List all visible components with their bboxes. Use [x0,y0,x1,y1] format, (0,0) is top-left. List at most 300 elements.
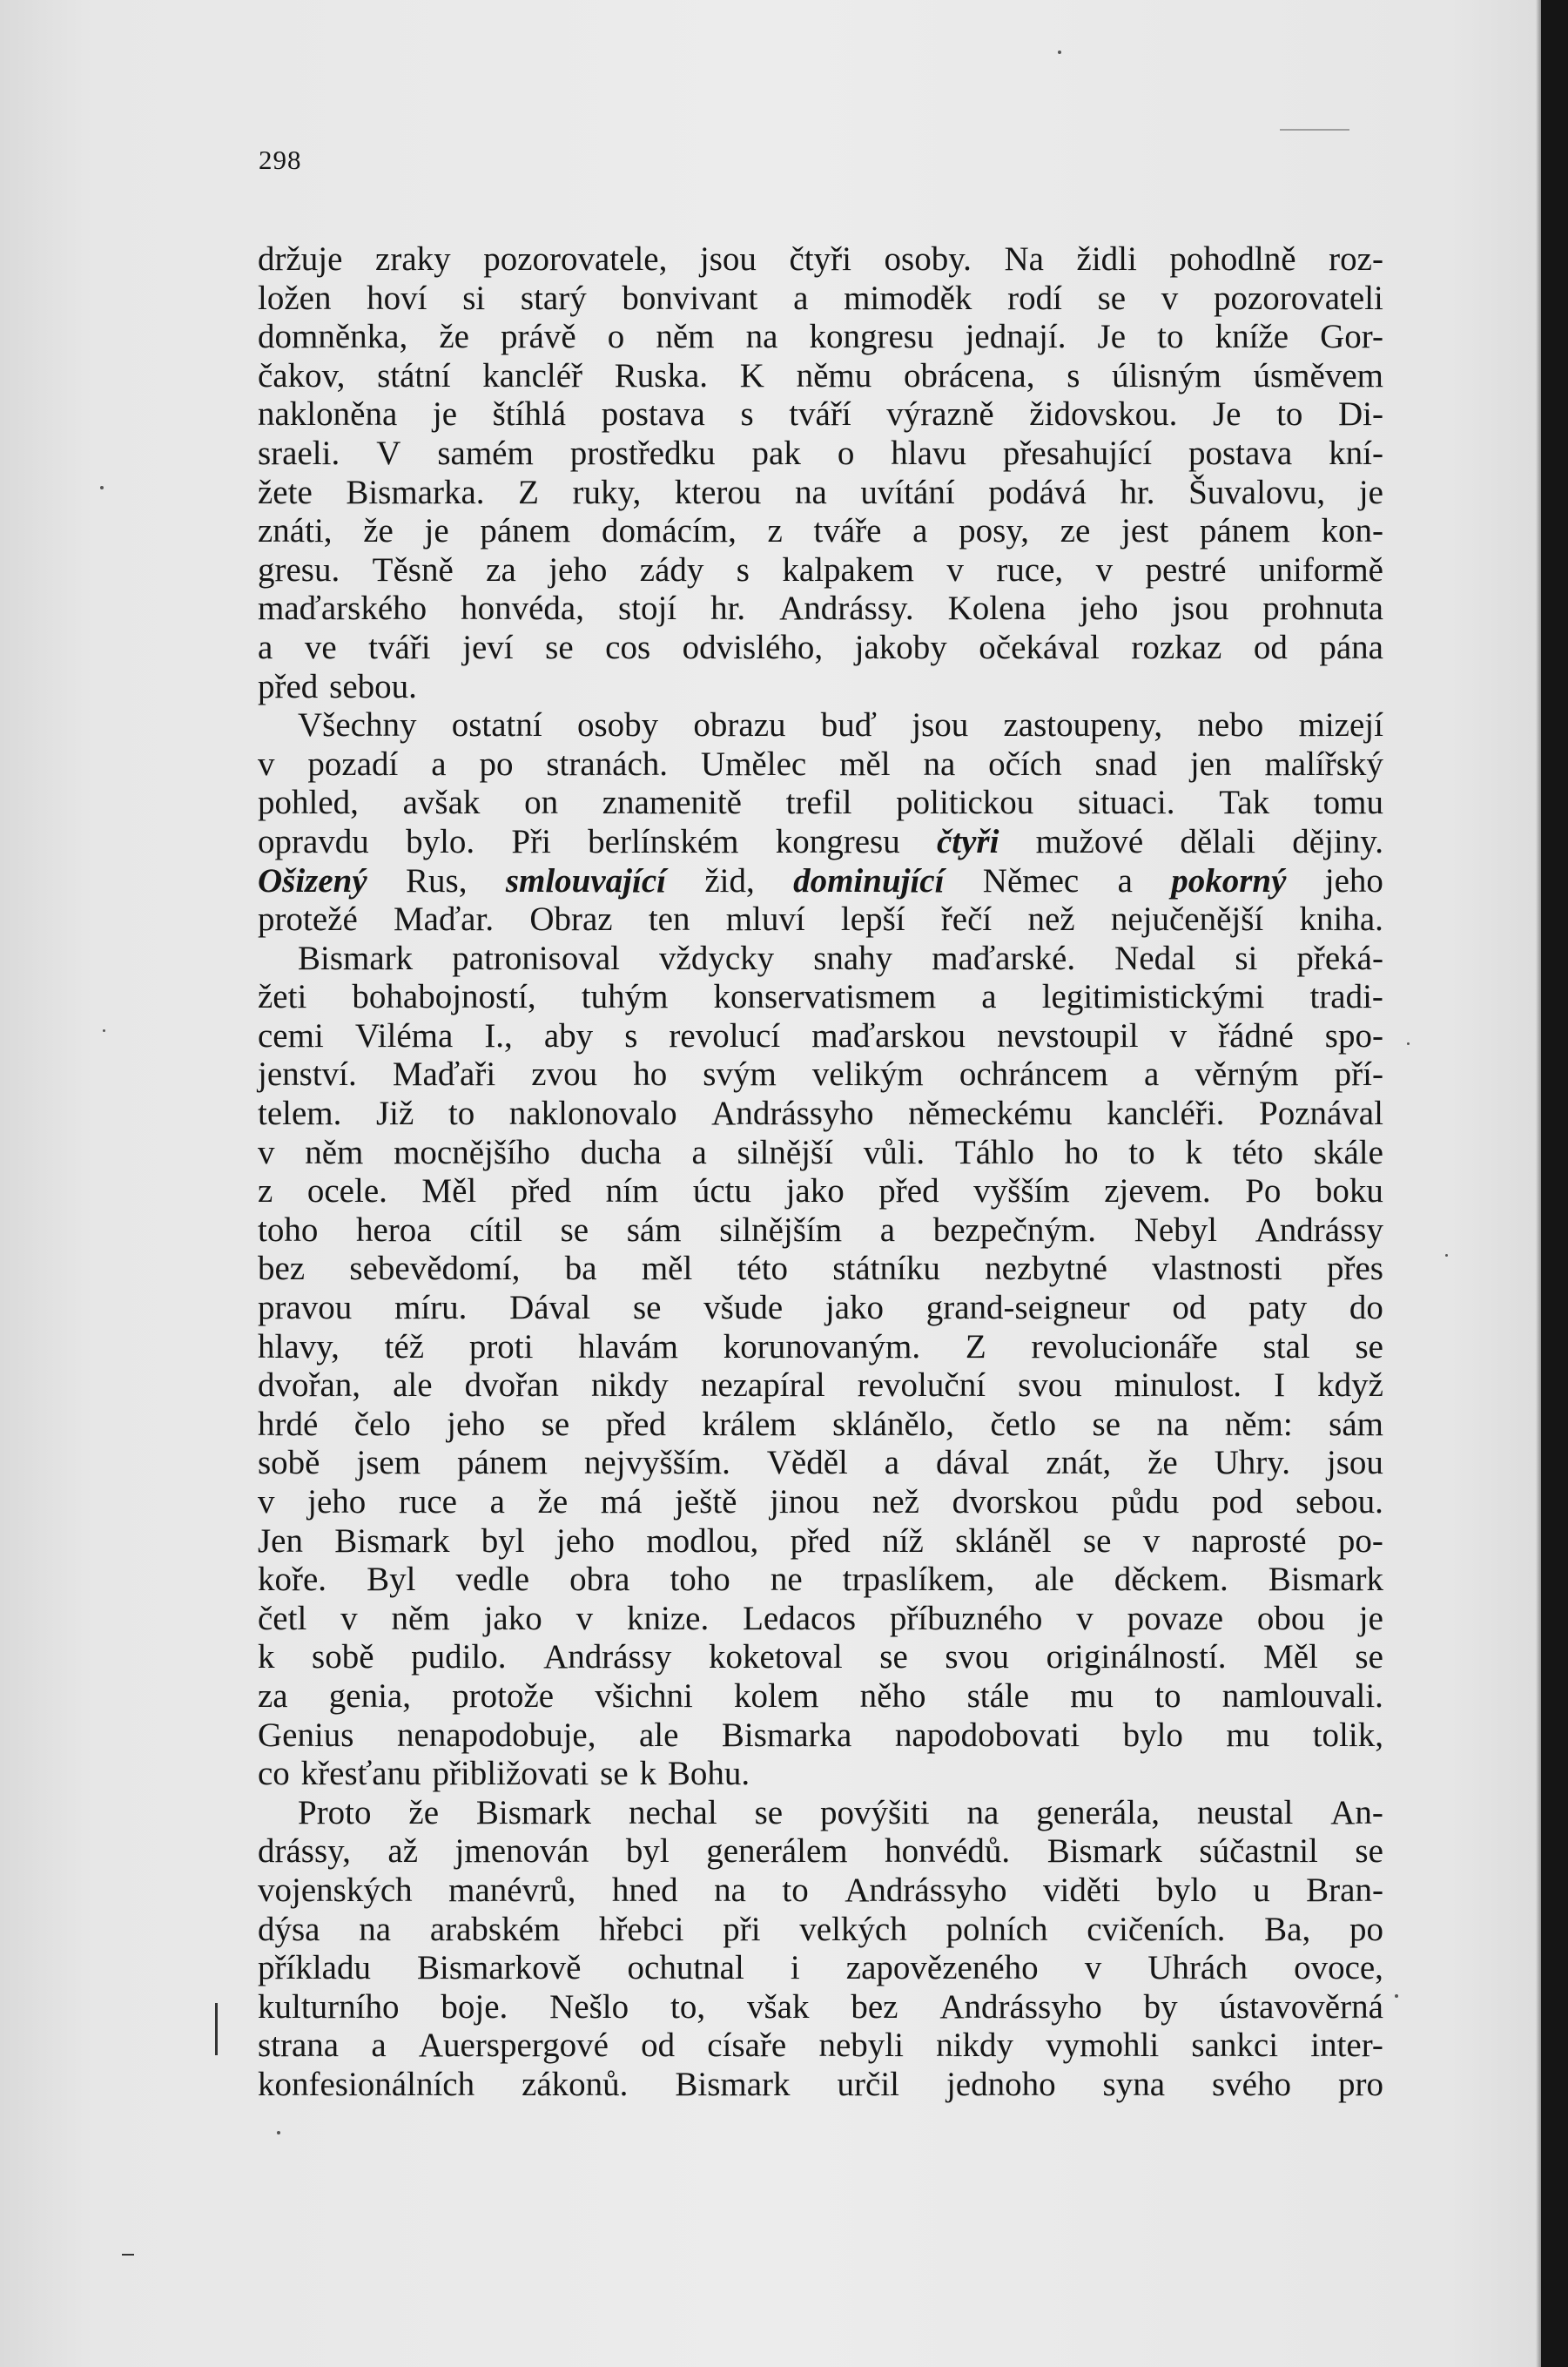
word: jednoho [946,2065,1056,2103]
word: Je [1097,318,1127,356]
word: kulturního [258,1987,400,2026]
text-line [258,862,1383,901]
text-line [258,1444,1383,1483]
word: kterou [674,473,762,511]
word: boku [1315,1172,1383,1210]
word: bylo. [406,822,475,860]
word: postava [1188,434,1293,472]
word: Uhrách [1147,1949,1248,1987]
text-line [258,551,1383,590]
word: manévrů, [448,1871,576,1909]
text-line [258,900,1383,940]
word: židli [1076,240,1137,278]
word: buď [820,706,877,745]
word: nezbytné [985,1250,1107,1288]
word: čakov, [258,356,346,394]
word: protežé [258,900,358,939]
word: skláněl [955,1521,1052,1560]
word: dvořan [464,1366,559,1405]
word: jakoby [854,628,947,666]
word: však [747,1987,810,2026]
word: Z [518,473,539,511]
word: zjevem. [1104,1172,1211,1210]
word: ocele. [306,1172,387,1210]
word: znát, [1046,1444,1112,1482]
text-line [258,1134,1383,1173]
word: nevstoupil [997,1016,1139,1055]
word: Maďar. [393,900,495,939]
word: naklonovalo [508,1095,677,1133]
word: V [376,434,401,472]
word: pánem [480,512,571,550]
word: této [737,1250,789,1288]
word: mu [1070,1676,1114,1715]
word: to [1128,1133,1155,1171]
word: jako [483,1599,542,1637]
word: ale [1034,1561,1074,1599]
word: Nedal [1114,939,1196,977]
word: jeví [462,628,514,666]
word: císaře [707,2026,787,2065]
word: před [605,1405,666,1443]
text-line [258,706,1383,745]
word: maďarského [258,590,427,628]
word: patronisoval [452,939,620,977]
word: jeho [447,1405,506,1443]
scan-speck [103,1029,105,1032]
text-line [258,1522,1383,1561]
word: se [1355,1832,1383,1871]
word: až [387,1832,419,1871]
word: se [545,628,574,666]
word: králem [702,1405,797,1443]
word: Po [1245,1172,1282,1210]
word: určil [837,2065,899,2103]
word: přibližovati [432,1755,589,1793]
word: heroa [356,1210,432,1249]
word: hr. [1120,473,1155,511]
word: Již [375,1095,414,1133]
word: generálem [706,1832,848,1871]
word: mimoděk [844,279,972,317]
word: kníže [1215,318,1289,356]
word: kolem [734,1676,819,1715]
word: spo- [1324,1016,1383,1055]
word: po [479,745,514,783]
word: na [923,745,956,783]
word: že [537,1483,569,1521]
word: dvorskou [952,1483,1079,1521]
word: jest [1121,512,1169,550]
word: to [782,1871,809,1909]
word: že [1147,1444,1178,1482]
word: z [767,512,783,550]
word: zády [639,550,704,589]
word: a [258,628,273,666]
word: jeho [307,1483,367,1521]
text-line [258,1755,1383,1794]
word: snad [1094,745,1158,783]
word: s [624,1016,638,1055]
word: dělali [1180,822,1256,860]
word: jeho [1324,861,1383,900]
word: ochutnal [627,1949,744,1987]
word: svého [1212,2065,1291,2103]
scan-speck [277,2131,280,2134]
word: gresu. [258,550,340,589]
word: se [1355,1327,1383,1366]
text-line [258,1832,1383,1871]
text-line [258,940,1383,979]
word: malířský [1264,745,1383,783]
word: silnější [737,1133,834,1171]
word: Gor- [1320,318,1383,356]
emphasized-word: Ošizený [258,861,367,900]
text-line [258,1716,1383,1756]
word: po [1349,1910,1383,1948]
word: hřebci [599,1910,684,1948]
word: hned [611,1871,678,1909]
word: od [1253,628,1288,666]
word: avšak [402,784,481,822]
word: pestré [1145,550,1227,589]
word: bylo [1156,1871,1217,1909]
word: po- [1337,1521,1383,1560]
word: pravou [258,1289,353,1327]
word: překá- [1296,939,1383,977]
word: to [1154,1676,1181,1715]
word: bohabojností, [352,978,536,1016]
word: sebou. [1295,1483,1383,1521]
word: se [879,1638,908,1676]
word: si [1235,939,1258,977]
word: jako [824,1289,885,1327]
text-line [258,1871,1383,1911]
word: s [1067,356,1080,394]
word: bez [851,1987,898,2026]
word: podává [988,473,1087,511]
word: osoby [576,706,659,745]
word: a [371,2026,387,2065]
word: stal [1262,1327,1310,1366]
word: vlastnosti [1152,1250,1282,1288]
word: Bismark [1046,1832,1162,1871]
word: súčastnil [1199,1832,1318,1871]
word: konservatismem [713,978,937,1016]
word: obra [569,1561,630,1599]
scan-mark [122,2254,134,2256]
word: Di- [1338,395,1383,434]
word: kalpakem [782,550,914,589]
word: mu [1226,1716,1270,1754]
word: politickou [896,784,1034,822]
word: četl [258,1599,307,1637]
word: křesťanu [300,1755,421,1793]
word: cemi [258,1016,324,1055]
word: že [408,1793,440,1831]
word: snahy [813,939,893,977]
word: pozorovateli [1213,279,1383,317]
word: němu [796,356,872,394]
word: je [432,395,458,434]
word: svou [945,1638,1010,1676]
word: státníku [832,1250,940,1288]
word: rozkaz [1131,628,1222,666]
word: pudilo. [411,1638,507,1676]
text-line [258,1406,1383,1445]
word: se [1082,1521,1112,1560]
word: přesahující [1002,434,1153,472]
word: čtyři [789,240,851,278]
word: Andrássyho [939,1987,1102,2026]
word: přes [1326,1250,1383,1288]
word: ještě [675,1483,737,1521]
word: kongresu [809,318,934,356]
word: legitimistickými [1041,978,1265,1016]
word: cos [605,628,651,666]
word: Těsně [372,550,454,589]
word: se [600,1755,629,1793]
scan-mark [1280,129,1349,131]
word: dýsa [258,1910,320,1948]
word: odvislého, [682,628,824,666]
word: tváře [813,512,882,550]
word: jednají. [965,318,1067,356]
text-line [258,1055,1383,1095]
word: příkladu [258,1949,371,1987]
word: něm [391,1599,450,1637]
word: kancléř [482,356,583,394]
word: i [790,1949,800,1987]
word: právě [501,318,576,356]
word: úctu [692,1172,752,1210]
text-line [258,823,1383,862]
word: na [794,473,827,511]
word: bezpečným. [932,1210,1097,1249]
word: obrazu [693,706,786,745]
word: příbuzného [889,1599,1043,1637]
word: ve [304,628,337,666]
word: konfesionálních [258,2065,475,2103]
word: úlisným [1112,356,1221,394]
word: ho [1064,1133,1099,1171]
word: knize. [626,1599,710,1637]
word: uniformě [1259,550,1383,589]
word: sobě [258,1444,320,1482]
word: inter- [1310,2026,1383,2065]
word: Andrássy. [779,590,914,628]
word: syna [1102,2065,1166,2103]
word: silnějším [719,1210,843,1249]
word: nakloněna [258,395,398,434]
word: mluví [725,900,805,939]
scan-mark [215,2003,218,2055]
word: trefil [785,784,852,822]
word: četlo [990,1405,1057,1443]
word: všude [703,1289,784,1327]
word: a [912,512,928,550]
word: něm [656,318,715,356]
text-line [258,1911,1383,1950]
word: tolik, [1312,1716,1383,1754]
word: v [1095,550,1114,589]
word: sankci [1191,2026,1279,2065]
word: Genius [258,1716,354,1754]
word: Měl [1263,1638,1318,1676]
word: paty [1248,1289,1308,1327]
word: též [384,1327,425,1366]
word: Bismark [475,1793,592,1831]
word: pozorovatele, [483,240,668,278]
word: držuje [258,240,343,278]
word: Ruska. [614,356,709,394]
word: arabském [429,1910,561,1948]
word: velkých [799,1910,907,1948]
word: Měl [421,1172,477,1210]
word: Proto [298,1793,372,1831]
word: honvédů. [885,1832,1011,1871]
text-line [258,1600,1383,1639]
word: maďarskou [811,1016,966,1055]
text-line [258,280,1383,319]
word: pánem [1199,512,1290,550]
word: je [424,512,449,550]
word: je [1358,1599,1383,1637]
word: nezapíral [700,1366,825,1405]
word: Jen [258,1521,303,1560]
word: v [258,1483,275,1521]
word: Ba, [1264,1910,1311,1948]
word: než [871,1483,919,1521]
word: Bismark [334,1521,450,1560]
word: níž [882,1521,924,1560]
word: od [641,2026,676,2065]
word: proti [468,1327,534,1366]
word: obrácena, [904,356,1035,394]
word: Andrássyho [845,1871,1007,1909]
word: a [884,1444,900,1482]
word: namlouvali. [1221,1676,1383,1715]
word: hr. [710,590,746,628]
text-line [258,357,1383,396]
word: zapovězeného [845,1949,1039,1987]
word: kon- [1321,512,1383,550]
word: to [448,1095,475,1133]
word: pak [751,434,801,472]
word: jmenován [454,1832,589,1871]
word: před [878,1172,939,1210]
word: Andrássy [1255,1210,1383,1249]
word: Andrássyho [711,1095,874,1133]
scan-speck [100,486,104,489]
text-line [258,435,1383,474]
word: prostředku [569,434,716,472]
word: prohnuta [1262,590,1383,628]
scan-speck [1407,1042,1410,1045]
word: cítil [469,1210,522,1249]
word: a [793,279,809,317]
word: tomu [1313,784,1383,822]
emphasized-word: dominující [793,861,945,900]
word: jako [785,1172,845,1210]
word: mocnějšího [394,1133,550,1171]
word: I [1274,1366,1286,1405]
word: vůli. [863,1133,925,1171]
word: zvou [531,1055,598,1094]
word: se [560,1210,589,1249]
word: Viléma [354,1016,454,1055]
word: lepší [840,900,905,939]
word: do [1349,1289,1383,1327]
text-line [258,1949,1383,1988]
word: o [607,318,625,356]
word: kniha. [1299,900,1383,939]
word: hlavy, [258,1327,340,1366]
word: a [1117,861,1133,900]
word: velikým [811,1055,924,1094]
word: jen [1189,745,1232,783]
text-line [258,1677,1383,1716]
word: povýšiti [819,1793,930,1831]
word: originálností. [1046,1638,1227,1676]
word: generála, [1036,1793,1161,1831]
word: je [1358,473,1383,511]
word: naprosté [1191,1521,1307,1560]
word: pána [1319,628,1383,666]
word: starý [520,279,587,317]
word: Ledacos [743,1599,857,1637]
word: bez [258,1250,306,1288]
scan-speck [1058,51,1061,54]
word: honvéda, [461,590,584,628]
word: protože [452,1676,555,1715]
word: sám [1329,1405,1383,1443]
text-line [258,745,1383,785]
word: Z [965,1327,986,1366]
word: posy, [959,512,1030,550]
word: polních [946,1910,1048,1948]
word: k [258,1638,275,1676]
word: pří- [1334,1055,1383,1094]
text-line [258,784,1383,823]
word: An- [1330,1793,1383,1831]
word: stranách. [546,745,669,783]
word: v [340,1599,358,1637]
word: mizejí [1298,706,1383,745]
word: povaze [1127,1599,1224,1637]
text-line [258,318,1383,357]
word: skále [1313,1133,1383,1171]
text-line [258,590,1383,629]
word: neustal [1196,1793,1294,1831]
word: očích [988,745,1062,783]
word: Obraz [529,900,613,939]
word: jinou [770,1483,840,1521]
word: ruce [398,1483,457,1521]
word: koře. [258,1561,327,1599]
word: jsem [356,1444,421,1482]
word: ruce, [996,550,1064,589]
word: pohled, [258,784,359,822]
word: očekával [979,628,1100,666]
word: výrazně [886,395,994,434]
word: tváří [789,395,851,434]
word: svým [703,1055,777,1094]
word: a [981,978,997,1016]
word: znamenitě [602,784,742,822]
word: měl [839,745,891,783]
page-number: 298 [259,145,302,175]
